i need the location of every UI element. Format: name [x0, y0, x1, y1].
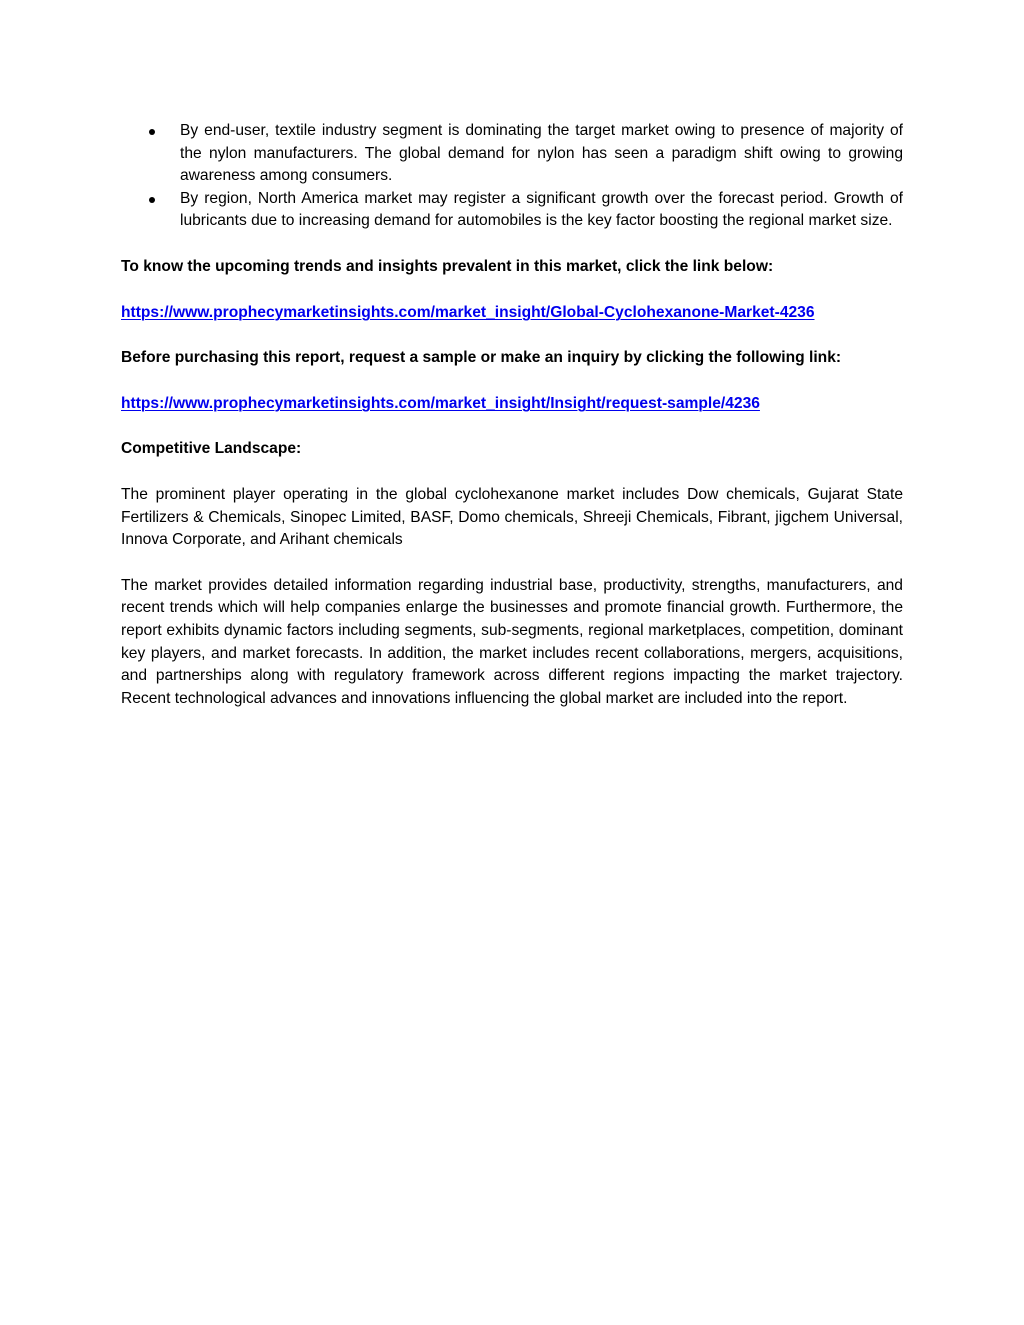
request-sample-link[interactable]: https://www.prophecymarketinsights.com/market_insight/Insight/request-sample/4236: [121, 394, 760, 412]
bullet-icon: [149, 129, 155, 135]
competitive-landscape-heading: Competitive Landscape:: [121, 440, 302, 458]
list-item: [121, 120, 903, 188]
bullet-text-end-user: By end-user, textile industry segment is dominating the target market owing to presence of majority of the nylon manufacturers. The global demand for nylon has seen a paradigm shift owing to growing awareness among consumers.: [180, 122, 903, 185]
bullet-icon: [149, 197, 155, 203]
trends-heading: To know the upcoming trends and insights prevalent in this market, click the link below:: [121, 257, 774, 275]
document-body: [121, 120, 903, 710]
sample-heading: Before purchasing this report, request a sample or make an inquiry by clicking the following link:: [121, 349, 842, 367]
competitive-paragraph: The prominent player operating in the global cyclohexanone market includes Dow chemicals, Gujarat State Fertilizers & Chemicals, Sinopec Limited, BASF, Domo chemicals, Shreeji Chemicals, Fibrant, jigchem Universal, Innova Corporate, and Arihant chemicals: [121, 485, 903, 549]
bullet-list: [121, 120, 903, 233]
bullet-text-region: By region, North America market may register a significant growth over the forecast period. Growth of lubricants due to increasing demand for automobiles is the key factor boosting the regional market size.: [180, 189, 903, 230]
market-report-link[interactable]: https://www.prophecymarketinsights.com/market_insight/Global-Cyclohexanone-Market-4236: [121, 303, 815, 321]
list-item: [121, 188, 903, 233]
market-paragraph: The market provides detailed information regarding industrial base, productivity, strengths, manufacturers, and recent trends which will help companies enlarge the businesses and promote financial growth. Furthermore, the report exhibits dynamic factors including segments, sub-segments, regional marketplaces, competition, dominant key players, and market forecasts. In addition, the market includes recent collaborations, mergers, acquisitions, and partnerships along with regulatory framework across different regions impacting the market trajectory. Recent technological advances and innovations influencing the global market are included into the report.: [121, 576, 903, 707]
